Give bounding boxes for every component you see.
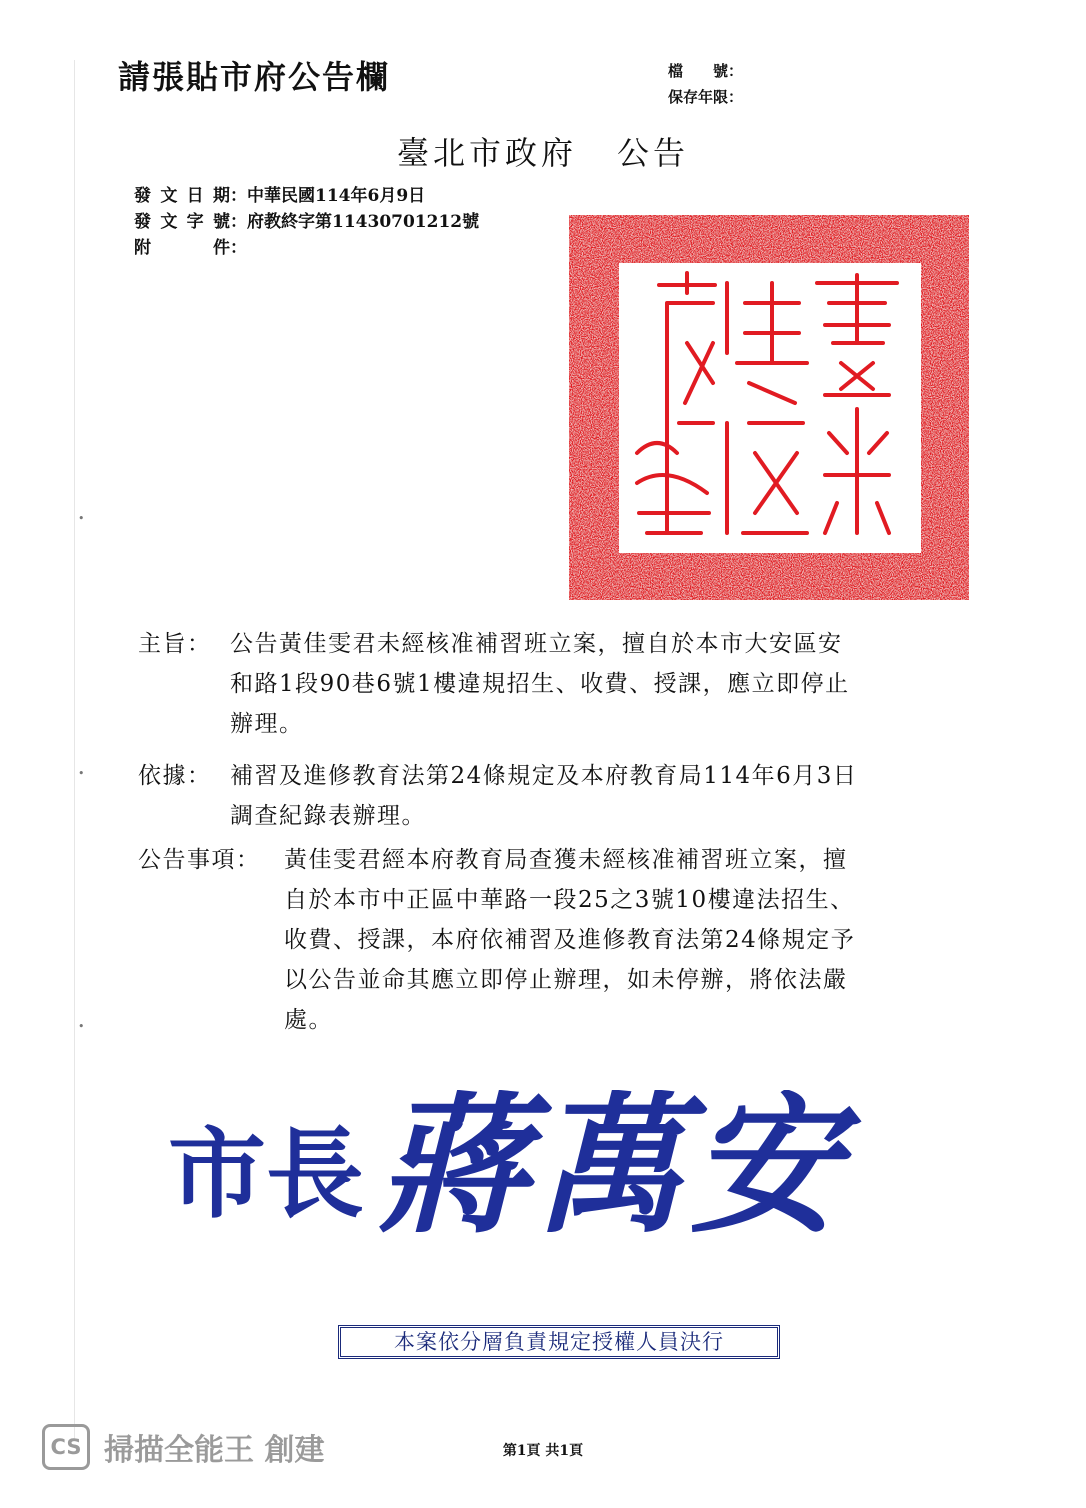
basis-label: 依據：: [138, 763, 212, 789]
subject-line: 公告黃佳雯君未經核准補習班立案，擅自於本市大安區安: [230, 631, 843, 657]
document-type: 公告: [617, 134, 690, 172]
issue-date-label: 發文日期: [134, 186, 230, 206]
signature-name: 蔣萬安: [378, 1090, 847, 1250]
basis-line: 調查紀錄表辦理。: [230, 803, 426, 829]
notice-line: 黃佳雯君經本府教育局查獲未經核准補習班立案，擅: [284, 847, 848, 873]
notice-line: 收費、授課，本府依補習及進修教育法第24條規定予: [284, 927, 856, 953]
delegation-stamp: 本案依分層負責規定授權人員決行: [338, 1325, 780, 1359]
attachment-label: 附件: [134, 238, 230, 258]
mayor-signature: [168, 1090, 888, 1250]
file-meta: [668, 58, 743, 110]
subject-label: 主旨：: [138, 631, 212, 657]
binding-line: [74, 60, 75, 1440]
basis-line: 補習及進修教育法第24條規定及本府教育局114年6月3日: [230, 763, 858, 789]
issue-date-value: ：中華民國114年6月9日: [230, 186, 426, 206]
issue-number-label: 發文字號: [134, 212, 230, 232]
issuing-organization: 臺北市政府: [396, 134, 577, 172]
document-title: [0, 128, 1086, 174]
binding-mark: •: [78, 767, 85, 780]
notice-line: 以公告並命其應立即停止辦理，如未停辦，將依法嚴: [284, 967, 848, 993]
signature-title: 市長: [168, 1117, 365, 1232]
issue-info: [134, 183, 479, 261]
subject-line: 和路1段90巷6號1樓違規招生、收費、授課，應立即停止: [230, 671, 850, 697]
notice-label: 公告事項：: [138, 847, 261, 873]
page-number: 第1頁 共1頁: [502, 1443, 584, 1459]
posting-instruction: 請張貼市府公告欄: [118, 58, 391, 96]
attachment-value: ：: [230, 238, 247, 258]
retention-label: 保存年限：: [668, 88, 744, 106]
binding-mark: •: [78, 1020, 85, 1033]
issue-number-value: ：府教終字第11430701212號: [230, 212, 480, 232]
camscanner-logo-icon: CS: [42, 1424, 90, 1470]
notice-line: 處。: [284, 1007, 333, 1033]
notice-line: 自於本市中正區中華路一段25之3號10樓違法招生、: [284, 887, 855, 913]
official-seal: [567, 213, 971, 602]
binding-mark: •: [78, 512, 85, 525]
file-number-label: 檔 號：: [668, 62, 744, 80]
watermark-text: 掃描全能王 創建: [104, 1433, 325, 1468]
subject-line: 辦理。: [230, 711, 304, 737]
